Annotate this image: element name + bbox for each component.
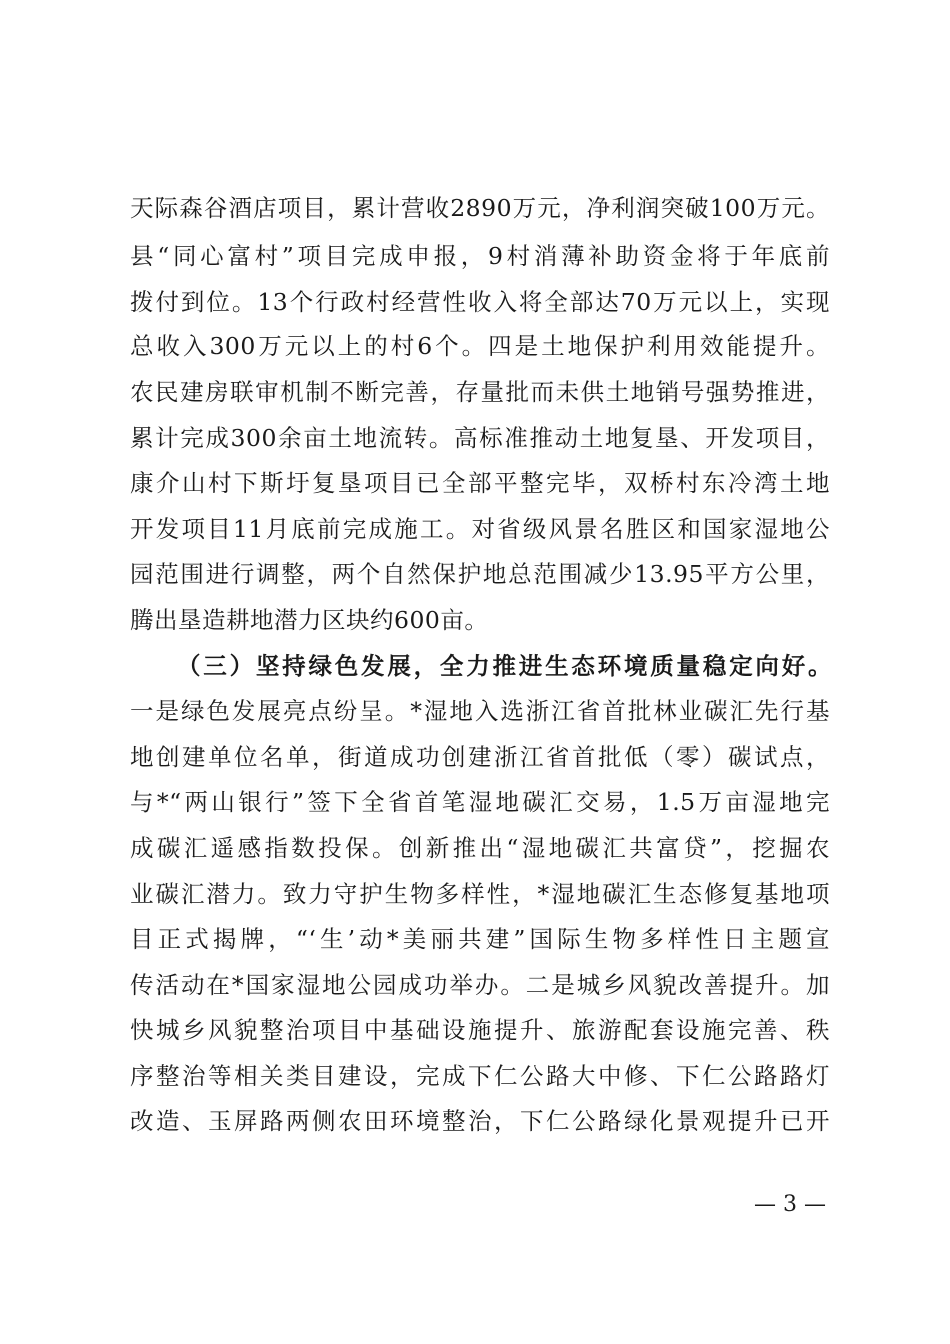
body-line: 地创建单位名单，街道成功创建浙江省首批低（零）碳试点， (130, 743, 830, 771)
body-line: 与*“两山银行”签下全省首笔湿地碳汇交易，1.5万亩湿地完 (130, 788, 830, 816)
body-line: 农民建房联审机制不断完善，存量批而未供土地销号强势推进， (130, 378, 830, 406)
body-line: 一是绿色发展亮点纷呈。*湿地入选浙江省首批林业碳汇先行基 (130, 697, 830, 725)
body-line: 累计完成300余亩土地流转。高标准推动土地复垦、开发项目， (130, 424, 830, 452)
body-line: 总收入300万元以上的村6个。四是土地保护利用效能提升。 (130, 332, 830, 360)
body-line: 园范围进行调整，两个自然保护地总范围减少13.95平方公里， (130, 560, 830, 588)
body-line: 改造、玉屏路两侧农田环境整治，下仁公路绿化景观提升已开 (130, 1107, 830, 1135)
body-line: 县“同心富村”项目完成申报，9村消薄补助资金将于年底前 (130, 242, 830, 270)
page-number: — 3 — (754, 1192, 826, 1217)
body-line: 拨付到位。13个行政村经营性收入将全部达70万元以上，实现 (130, 288, 830, 316)
section-heading: （三）坚持绿色发展，全力推进生态环境质量稳定向好。 (177, 652, 832, 680)
body-line: 传活动在*国家湿地公园成功举办。二是城乡风貌改善提升。加 (130, 971, 830, 999)
body-line: 序整治等相关类目建设，完成下仁公路大中修、下仁公路路灯 (130, 1062, 830, 1090)
body-line: 康介山村下斯圩复垦项目已全部平整完毕，双桥村东冷湾土地 (130, 469, 830, 497)
body-line: 天际森谷酒店项目，累计营收2890万元，净利润突破100万元。 (130, 194, 830, 222)
body-line: 目正式揭牌，“‘生’动*美丽共建”国际生物多样性日主题宣 (130, 925, 830, 953)
body-line: 成碳汇遥感指数投保。创新推出“湿地碳汇共富贷”，挖掘农 (130, 834, 830, 862)
body-line: 快城乡风貌整治项目中基础设施提升、旅游配套设施完善、秩 (130, 1016, 830, 1044)
body-line: 开发项目11月底前完成施工。对省级风景名胜区和国家湿地公 (130, 515, 830, 543)
body-line: 腾出垦造耕地潜力区块约600亩。 (130, 606, 489, 634)
body-line: 业碳汇潜力。致力守护生物多样性，*湿地碳汇生态修复基地项 (130, 880, 830, 908)
